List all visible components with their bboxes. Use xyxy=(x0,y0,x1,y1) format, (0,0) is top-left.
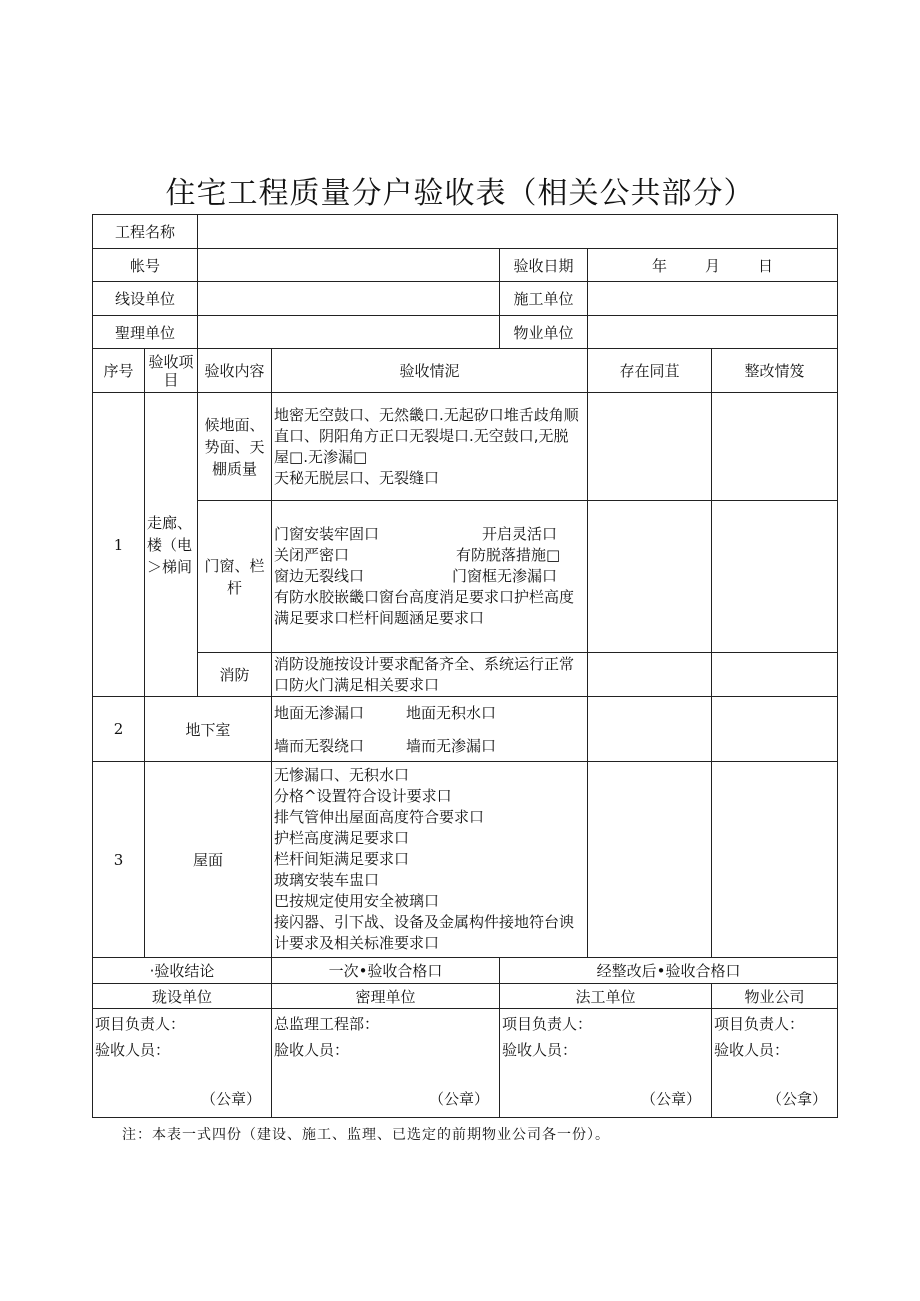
situation-line: 窗边无裂线口 门窗框无渗漏口 xyxy=(274,567,558,585)
leader-label: 总监理工程部： xyxy=(274,1015,380,1033)
leader-label: 项目负责人： xyxy=(95,1015,186,1033)
unit-construction: 法工单位 xyxy=(500,984,712,1009)
inspector-label: 验收人员： xyxy=(714,1041,790,1059)
situation-line: 关闭严密口 有防脱落措施□ xyxy=(274,546,561,564)
row-3-seq: 3 xyxy=(93,762,145,958)
situation-line: 消防设施按设计要求配备齐全、系统运行正常 xyxy=(274,654,575,673)
conclusion-after-rectification[interactable]: 经整改后•验收合格口 xyxy=(500,958,838,984)
col-seq: 序号 xyxy=(93,349,145,393)
situation-line: 无惨漏口、无积水口 xyxy=(274,766,410,784)
unit-property: 物业公司 xyxy=(712,984,838,1009)
row-1-floor-content: 候地面、势面、天棚质量 xyxy=(198,393,272,501)
project-name-field[interactable] xyxy=(198,215,838,249)
situation-line: 玻璃安装车盅口 xyxy=(274,871,380,889)
supervision-unit-row xyxy=(93,316,838,349)
row-1-doors-problems[interactable] xyxy=(588,501,712,653)
date-year: 年 xyxy=(652,256,668,275)
seal-label: （公章） xyxy=(641,1090,702,1108)
signature-row xyxy=(93,1009,838,1118)
construction-unit-label: 施工单位 xyxy=(500,282,588,316)
row-1-fire xyxy=(93,653,838,697)
row-1-doors-content: 门窗、栏杆 xyxy=(198,501,272,653)
project-name-row xyxy=(93,215,838,249)
situation-line: 天秘无脱层口、无裂缝口 xyxy=(274,468,440,487)
row-1-floor-problems[interactable] xyxy=(588,393,712,501)
row-3-item: 屋面 xyxy=(145,762,272,958)
row-1-doors xyxy=(93,501,838,653)
col-content: 验收内容 xyxy=(198,349,272,393)
inspector-label: 验收人员： xyxy=(502,1041,578,1059)
footnote: 注：本表一式四份（建设、施工、监理、已选定的前期物业公司各一份）。 xyxy=(122,1127,610,1143)
construction-unit-field[interactable] xyxy=(588,282,838,316)
conclusion-label: ·验收结论 xyxy=(93,958,272,984)
build-unit-field[interactable] xyxy=(198,282,500,316)
account-field[interactable] xyxy=(198,249,500,282)
situation-line: 满足要求口栏杆间题涵足要求口 xyxy=(274,609,485,627)
seal-label: （公章） xyxy=(429,1090,490,1108)
row-2-item: 地下室 xyxy=(145,697,272,762)
col-rectification: 整改情笈 xyxy=(712,349,838,393)
row-1-doors-rectification[interactable] xyxy=(712,501,838,653)
seal-label: （公拿） xyxy=(767,1090,828,1108)
supervision-unit-label: 聖理单位 xyxy=(93,316,198,349)
property-unit-field[interactable] xyxy=(588,316,838,349)
col-problems: 存在同苴 xyxy=(588,349,712,393)
row-2-rectification[interactable] xyxy=(712,697,838,762)
inspector-label: 脸收人员： xyxy=(274,1041,350,1059)
situation-line: 巴按规定使用安全被璃口 xyxy=(274,892,440,910)
row-1-fire-situation xyxy=(272,653,588,697)
signature-supervision[interactable] xyxy=(272,1009,500,1118)
row-1-fire-rectification[interactable] xyxy=(712,653,838,697)
situation-line: 口防火门满足相关要求口 xyxy=(274,675,440,694)
row-1-floor xyxy=(93,393,838,501)
signature-build[interactable] xyxy=(93,1009,272,1118)
date-label: 验收日期 xyxy=(500,249,588,282)
situation-line: 有防水胶嵌畿口窗台高度消足要求口护栏高度 xyxy=(274,588,575,606)
build-unit-row xyxy=(93,282,838,316)
row-1-fire-content: 消防 xyxy=(198,653,272,697)
inspector-label: 验收人员： xyxy=(95,1041,171,1059)
row-2-situation xyxy=(272,697,588,762)
acceptance-form-table xyxy=(92,214,838,1118)
situation-line: 护栏高度满足要求口 xyxy=(274,829,410,847)
account-row xyxy=(93,249,838,282)
unit-build: 珑设单位 xyxy=(93,984,272,1009)
situation-line: 地面无渗漏口 地面无积水口 xyxy=(274,704,497,722)
situation-line: 门窗安装牢固口 开启灵活口 xyxy=(274,525,558,543)
build-unit-label: 线设单位 xyxy=(93,282,198,316)
row-1-floor-rectification[interactable] xyxy=(712,393,838,501)
situation-line: 排气管伸出屋面高度符合要求口 xyxy=(274,808,485,826)
row-2-problems[interactable] xyxy=(588,697,712,762)
situation-line: 栏杆间矩满足要求口 xyxy=(274,850,410,868)
signature-property[interactable] xyxy=(712,1009,838,1118)
account-label: 帐号 xyxy=(93,249,198,282)
situation-line: 接闪器、引下战、设备及金属构件接地符台谀 xyxy=(274,913,575,931)
leader-label: 项目负责人： xyxy=(714,1015,805,1033)
supervision-unit-field[interactable] xyxy=(198,316,500,349)
row-2-seq: 2 xyxy=(93,697,145,762)
form-title: 住宅工程质量分户验收表（相关公共部分） xyxy=(165,176,755,211)
column-header-row xyxy=(93,349,838,393)
row-1-floor-situation xyxy=(272,393,588,501)
row-1-item: 走廊、楼（电＞梯间 xyxy=(145,393,198,697)
signature-header-row xyxy=(93,984,838,1009)
col-item: 验收项目 xyxy=(145,349,198,393)
seal-label: （公章） xyxy=(201,1090,262,1108)
row-3-situation xyxy=(272,762,588,958)
row-2 xyxy=(93,697,838,762)
col-situation: 验收情泥 xyxy=(272,349,588,393)
row-1-seq: 1 xyxy=(93,393,145,697)
project-name-label: 工程名称 xyxy=(93,215,198,249)
conclusion-row xyxy=(93,958,838,984)
date-month: 月 xyxy=(705,256,721,275)
situation-line: 直口、阴阳角方正口无裂堤口.无空鼓口,无脱 xyxy=(274,426,569,445)
row-3-rectification[interactable] xyxy=(712,762,838,958)
conclusion-first-pass[interactable]: 一次•验收合格口 xyxy=(272,958,500,984)
situation-line: 墙而无裂绕口 墙而无渗漏口 xyxy=(274,737,497,755)
situation-line: 地密无空鼓口、无然畿口.无起矽口堆舌歧角顺 xyxy=(274,405,579,424)
unit-supervision: 密理单位 xyxy=(272,984,500,1009)
situation-line: 屋□.无渗漏□ xyxy=(274,447,368,466)
date-field[interactable] xyxy=(588,249,838,282)
signature-construction[interactable] xyxy=(500,1009,712,1118)
property-unit-label: 物业单位 xyxy=(500,316,588,349)
leader-label: 项目负责人： xyxy=(502,1015,593,1033)
situation-line: 分格^设置符合设计要求口 xyxy=(274,787,452,805)
date-day: 日 xyxy=(758,256,774,275)
situation-line: 计要求及相关标准要求口 xyxy=(274,934,440,952)
row-1-fire-problems[interactable] xyxy=(588,653,712,697)
row-1-doors-situation xyxy=(272,501,588,653)
row-3-problems[interactable] xyxy=(588,762,712,958)
row-3 xyxy=(93,762,838,958)
